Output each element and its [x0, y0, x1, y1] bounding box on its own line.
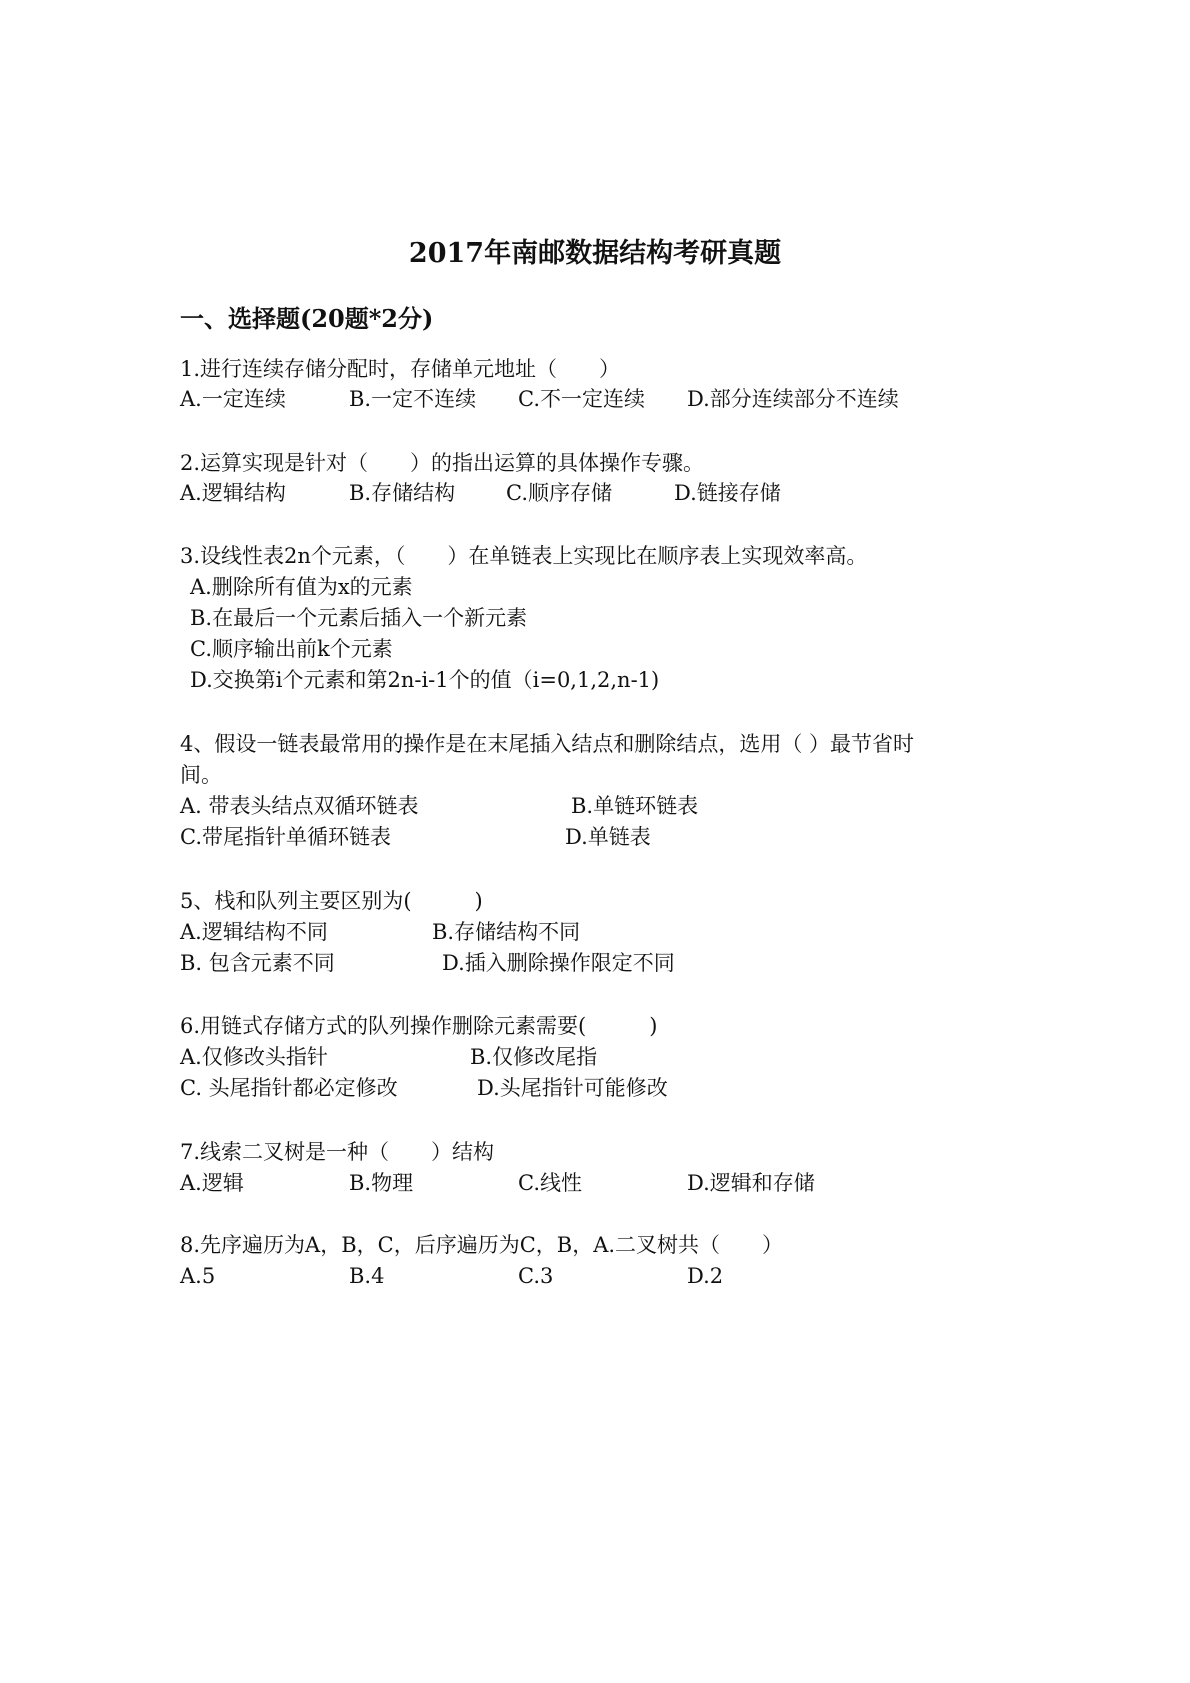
option-d: D.头尾指针可能修改	[477, 1076, 668, 1100]
option-c: C.3	[518, 1264, 554, 1288]
option-a: A.逻辑	[180, 1171, 244, 1195]
option-c: C.带尾指针单循环链表	[180, 825, 391, 849]
option-a: A.逻辑结构	[180, 481, 286, 505]
option-c: C.顺序输出前k个元素	[190, 637, 393, 661]
question-stem: 3.设线性表2n个元素，（ ）在单链表上实现比在顺序表上实现效率高。	[180, 544, 868, 568]
question-stem: 6.用链式存储方式的队列操作删除元素需要( )	[180, 1014, 658, 1038]
section-heading: 一、选择题(20题*2分)	[180, 304, 434, 333]
option-b: B.物理	[349, 1171, 414, 1195]
option-b: B.存储结构	[349, 481, 456, 505]
question-stem-continued: 间。	[180, 763, 222, 787]
option-b: B.4	[349, 1264, 385, 1288]
question-stem: 8.先序遍历为A，B，C，后序遍历为C，B，A.二叉树共（ ）	[180, 1233, 784, 1257]
option-d: D.链接存储	[674, 481, 781, 505]
option-c: C. 头尾指针都必定修改	[180, 1076, 398, 1100]
option-b: B.在最后一个元素后插入一个新元素	[190, 606, 528, 630]
option-a: A. 带表头结点双循环链表	[180, 794, 419, 818]
option-a: A.仅修改头指针	[180, 1045, 328, 1069]
question-stem: 7.线索二叉树是一种（ ）结构	[180, 1140, 495, 1164]
option-d: D.单链表	[565, 825, 651, 849]
option-c: B. 包含元素不同	[180, 951, 335, 975]
option-a: A.一定连续	[180, 387, 286, 411]
option-a: A.逻辑结构不同	[180, 920, 328, 944]
option-d: D.逻辑和存储	[687, 1171, 815, 1195]
option-c: C.顺序存储	[506, 481, 612, 505]
option-b: B.仅修改尾指	[470, 1045, 598, 1069]
page-title: 2017年南邮数据结构考研真题	[408, 238, 782, 269]
question-stem: 2.运算实现是针对（ ）的指出运算的具体操作专骤。	[180, 451, 705, 475]
question-stem: 4、假设一链表最常用的操作是在末尾插入结点和删除结点，选用（ ）最节省时	[180, 732, 915, 756]
option-b: B.存储结构不同	[432, 920, 581, 944]
option-c: C.不一定连续	[518, 387, 645, 411]
option-d: D.插入删除操作限定不同	[442, 951, 675, 975]
question-stem: 5、栈和队列主要区别为( )	[180, 889, 483, 913]
option-d: D.交换第i个元素和第2n-i-1个的值（i=0,1,2,n-1)	[190, 668, 660, 692]
option-c: C.线性	[518, 1171, 582, 1195]
option-d: D.2	[687, 1264, 724, 1288]
option-d: D.部分连续部分不连续	[687, 387, 899, 411]
option-b: B.单链环链表	[571, 794, 699, 818]
option-a: A.5	[180, 1264, 216, 1288]
option-b: B.一定不连续	[349, 387, 477, 411]
question-stem: 1.进行连续存储分配时，存储单元地址（ ）	[180, 357, 621, 381]
option-a: A.删除所有值为x的元素	[190, 575, 413, 599]
